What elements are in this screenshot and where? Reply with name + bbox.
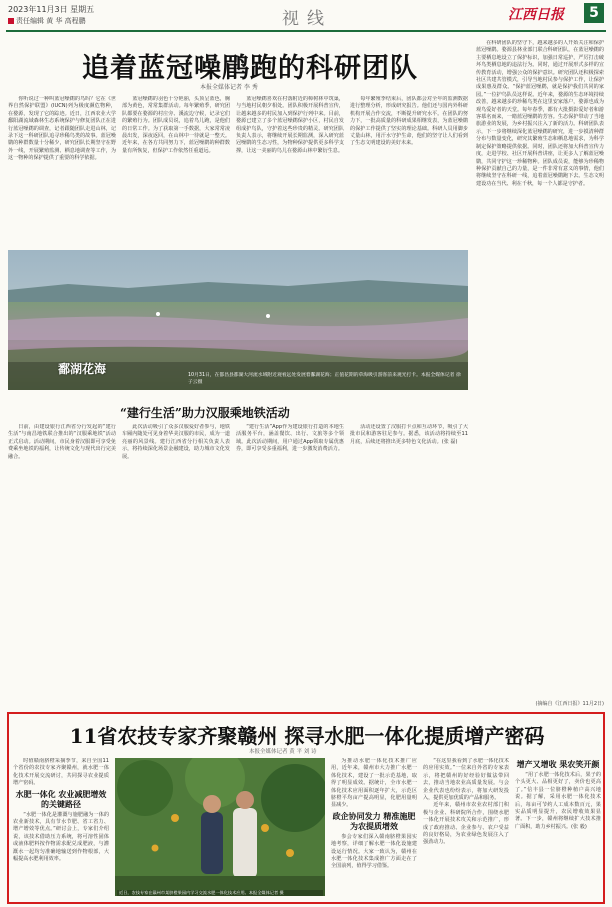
header-rule bbox=[6, 30, 606, 32]
article1-col4: 每年繁殖季结束后，团队都会对全年的监测数据进行整理分析，形成研究报告。他们还与国内外科研机构开展合作交流，不断提升研究水平。在团队的努力下，一批高质量的科研成果相继发表，为蓝冠噪鹛的保护工作提供了坚实的理论基础。科研人员用脚步丈量山林，用汗水守护生命，他们的坚守让人们看到了生态文明建设的美好未来。 bbox=[350, 96, 468, 147]
article3-byline: 本报全媒体记者 黄 平 刘 诗 bbox=[249, 749, 317, 755]
orchard-photo bbox=[115, 758, 325, 896]
page-number: 5 bbox=[584, 3, 604, 23]
newspaper-logo: 江西日报 bbox=[508, 7, 564, 23]
photo1-label: 鄱湖花海 bbox=[58, 362, 107, 376]
square-icon bbox=[8, 18, 14, 24]
article1-col3: 蓝冠噪鹛喜欢在村落附近的樟树林中筑巢，与当地村民朝夕相处。团队积极开展科普宣传，让越来越多的村民加入到保护行列中来。目前，婺源已建立了多个蓝冠噪鹛保护小区，村民自发组成护鸟队，守护着这些珍贵的精灵。研究团队负责人表示，将继续开展长期监测，深入研究蓝冠噪鹛的生态习性，为物种保护提供更多科学支撑，让这一美丽的鸟儿在婺源山林中繁衍生息。 bbox=[236, 96, 344, 154]
section-title: 视线 bbox=[282, 9, 332, 29]
source-note: (摘编自《江西日报》11月2日) bbox=[535, 701, 604, 707]
agri-article-box bbox=[7, 712, 605, 904]
article1-title: 追着蓝冠噪鹛跑的科研团队 bbox=[82, 53, 418, 84]
editors-line bbox=[8, 16, 86, 26]
article2-col3: “建行生活”App作为建设银行打造的本地生活服务平台，涵盖餐饮、出行、文旅等多个领域。此次活动期间，用户通过App领取专属优惠券，即可享受多重福利，进一步激发消费活力。 bbox=[236, 424, 344, 453]
article1-col2: 蓝冠噪鹛的羽色十分艳丽，头顶呈蓝色，胸部为黄色，常常集群活动。每年繁殖季，研究团队都要在婺源的村庄旁、溪流边守候，记录它们的繁殖行为。团队成员说，追着鸟儿跑，是他们的日常工作。为了获取第一手数据，大家常常凌晨出发，深夜返回，在山林中一待就是一整天。近年来，在各方共同努力下，蓝冠噪鹛的种群数量有所恢复，但保护工作依然任重道远。 bbox=[122, 96, 230, 154]
article3-col3: 为推动水肥一体化技术推广应用，近年来，赣州市大力推广水肥一体化技术，建设了一批示范基地，取得了明显成效。据统计，全市水肥一体化技术应用面积逐年扩大，示范区脐橙平均亩产提高明显，化肥用量明显减少。 政企协同发力 精准施肥为农提质增效 参会专家们深入赣南脐橙果园实地考察，详细了解水肥一体化设施建设运行情况。大家一致认为，赣州在水肥一体化技术集成推广方面走在了全国前列，值得学习借鉴。 bbox=[331, 758, 417, 870]
article3-col1: 时值赣南脐橙采摘季节，来自全国11个省份的农技专家齐聚赣州，就水肥一体化技术开展交流研讨，共同探寻农业提质增产密码。 水肥一体化 农业减肥增效的关键路径 “水肥一体化是灌溉与施肥融为一体的农业新技术，具有节水节肥、省工省力、增产增效等优点。”研讨会上，专家们介绍说，该技术借助压力系统，将可溶性固体或液体肥料按作物需求配兑成肥液，与灌溉水一起均匀准确地输送到作物根部，大幅提高水肥利用效率。 bbox=[13, 758, 109, 863]
article1-continuation: 在科研团队的坚守下，越来越多的人开始关注和保护蓝冠噪鹛。婺源县林业部门联合科研团队，在蓝冠噪鹛的主要栖息地设立了保护标识，加强日常巡护，严厉打击破坏鸟类栖息地的违法行为。同时，通过开展形式多样的宣传教育活动，增强公众的保护意识。研究团队还积极探索社区共建共管模式，引导当地村民参与保护工作，让保护成果惠及群众。“保护蓝冠噪鹛，就是保护我们共同的家园。”一位护鸟队员这样说。近年来，婺源的生态环境持续改善，越来越多的珍稀鸟类在这里安家落户，婺源也成为观鸟爱好者的天堂。每年春季，都有大批摄影爱好者和游客慕名而来，一睹蓝冠噪鹛的芳容。生态保护带动了当地旅游业的发展，为乡村振兴注入了新的活力。科研团队表示，下一步将继续深化蓝冠噪鹛的研究，进一步摸清种群分布与数量变化，研究其繁殖生态和栖息地需求，为科学制定保护策略提供依据。同时，团队还将加大科普宣传力度，走进学校、社区开展科普讲座，让更多人了解蓝冠噪鹛，共同守护这一珍稀物种。团队成员说，能够为珍稀物种保护贡献自己的力量，是一件非常有意义的事情，他们将继续坚守在科研一线，追着蓝冠噪鹛跑下去。生态文明建设功在当代、利在千秋，每一个人都是守护者。 bbox=[476, 40, 604, 187]
article2-col1: 日前，由建设银行江西省分行发起的“建行生活”与南昌地铁联合推出的“汉服乘地铁”活动正式启动。活动期间，市民身着汉服即可享受免费乘坐地铁的福利，让传统文化与现代出行完美融合。 bbox=[8, 424, 116, 460]
editors: 责任编辑 黄 华 高程鹏 bbox=[16, 17, 86, 25]
article3-col4: “在这里我看到了水肥一体化技术的应用实效。”一位来自外省的专家表示，将把赣州的好经验好做法带回去，推动当地农业高质量发展。与会企业代表也纷纷表示，将加大研发投入，提供更加优质的产品和服务。 近年来，赣州市农业农村部门积极与企业、科研院所合作，围绕水肥一体化开展技术攻关和示范推广，形成了政府推动、企业参与、农户受益的良好格局，为农业绿色发展注入了强劲动力。 bbox=[423, 758, 509, 846]
article2-title: “建行生活”助力汉服乘地铁活动 bbox=[120, 406, 290, 420]
article3-subhead1: 水肥一体化 农业减肥增效的关键路径 bbox=[15, 789, 107, 809]
photo1-caption: 10月31日，在都昌县都湖大河流水域附近观看远处发展着鄱湖花海；正值花期的草海吸引游客前来观光打卡。本报全媒体记者 徐子云摄 bbox=[188, 373, 461, 385]
photo2-caption: 近日，农技专家在赣州市某脐橙果园内学习交流水肥一体化技术应用。本报全媒体记者 摄 bbox=[117, 890, 323, 896]
article2-col4: 活动还设置了汉服打卡点和互动环节，吸引了大批市民和游客驻足参与。据悉，该活动将持续至11月底，后续还将推出更多特色文化活动。(张 磊) bbox=[350, 424, 468, 445]
article3-title: 11省农技专家齐聚赣州 探寻水肥一体化提质增产密码 bbox=[69, 724, 545, 748]
orchard-image bbox=[115, 758, 325, 896]
issue-date: 2023年11月3日 星期五 bbox=[8, 5, 95, 14]
article3-subhead2: 政企协同发力 精准施肥为农提质增效 bbox=[332, 811, 416, 831]
article3-subhead3: 增产又增收 果农笑开颜 bbox=[516, 760, 600, 769]
article1-byline: 本报全媒体记者 李 秀 bbox=[200, 84, 258, 91]
article3-col5: 增产又增收 果农笑开颜 “用了水肥一体化技术后，果子的个头更大、品相更好了，卖价也更高了。”信丰县一位脐橙种植户高兴地说。据了解，采用水肥一体化技术后，每亩可节约人工成本数百元，果实品质明显提升，农民增收效果显著。下一步，赣州将继续扩大技术推广面积，助力乡村振兴。(张 毅) bbox=[515, 760, 601, 830]
article1-col1: 你听说过一种叫蓝冠噪鹛的鸟吗？它在《世界自然保护联盟》(IUCN)列为极度濒危物种，在婺源，发现了它的踪迹。近日，江西农业大学鄱阳湖流域森林生态系统保护与修复团队正在进行蓝冠噪鹛的调查，记者跟随团队走进山林，记录下这一科研团队追寻珍稀鸟类的故事。蓝冠噪鹛的种群数量十分稀少，研究团队长期坚守在野外一线，开展繁殖监测、栖息地调查等工作，为这一物种的保护提供了重要的科学依据。 bbox=[8, 96, 116, 162]
article2-col2: 此次活动吸引了众多汉服爱好者参与，地铁车厢内随处可见身着华美汉服的市民，成为一道亮丽的风景线。建行江西省分行相关负责人表示，将持续深化场景金融建设，助力城市文化发展。 bbox=[122, 424, 230, 460]
page-header bbox=[0, 0, 612, 36]
